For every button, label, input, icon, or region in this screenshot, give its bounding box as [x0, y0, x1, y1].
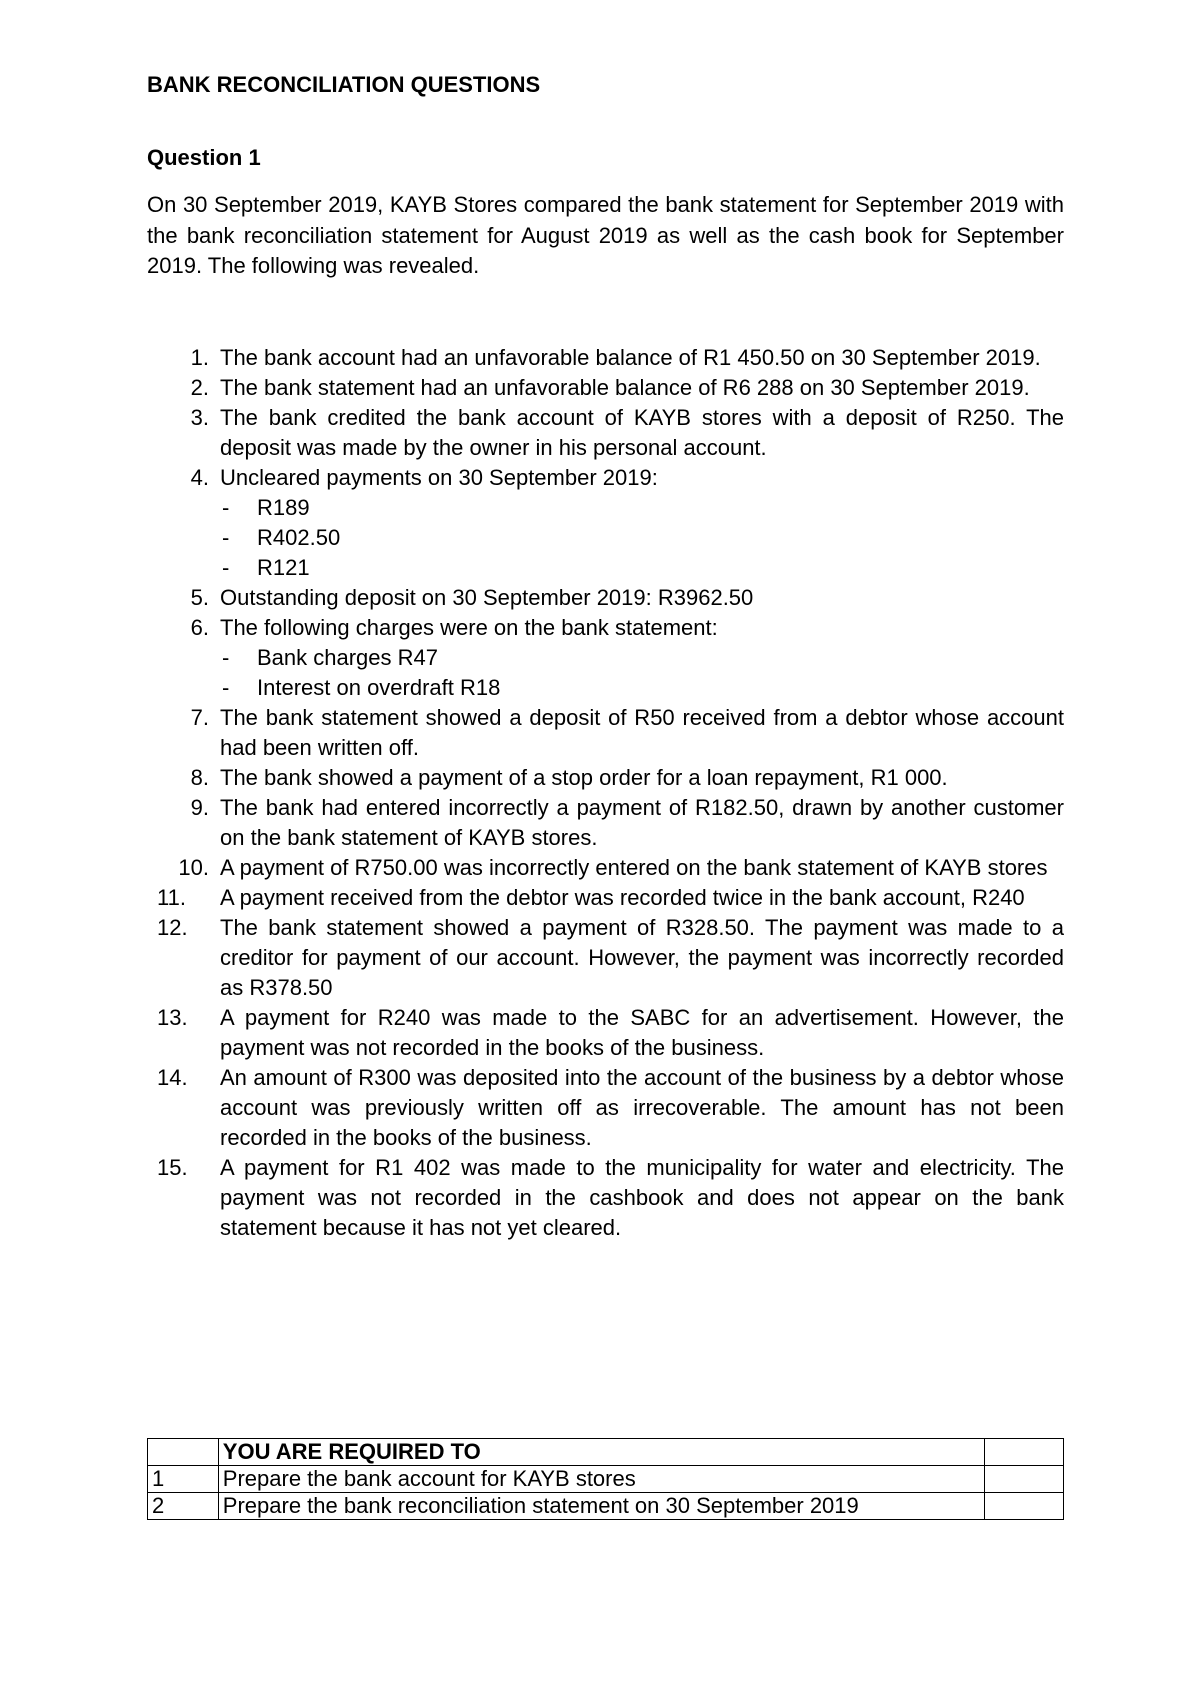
list-item-text: The bank statement showed a payment of R328.50. The payment was made to a creditor for payment of our account. However, the payment was incorrectly recorded as R378.50 — [220, 915, 1064, 1000]
table-cell — [985, 1439, 1064, 1466]
requirements-table — [147, 1438, 1064, 1520]
list-item-number: 1. — [190, 345, 209, 370]
list-item — [147, 763, 1064, 793]
document-title: BANK RECONCILIATION QUESTIONS — [147, 72, 541, 97]
table-row-number: 1 — [148, 1466, 219, 1493]
sub-list-item: - R189 — [220, 493, 1064, 523]
list-item-number: 4. — [190, 465, 209, 490]
list-item-number: 14. — [157, 1065, 188, 1090]
intro-paragraph: On 30 September 2019, KAYB Stores compared the bank statement for September 2019 with the bank reconciliation statement for August 2019 as well as the cash book for September 2019. The following was revealed. — [147, 192, 1064, 278]
list-item-text: The bank had entered incorrectly a payment of R182.50, drawn by another customer on the bank statement of KAYB stores. — [220, 795, 1064, 850]
list-item-number: 13. — [157, 1005, 188, 1030]
list-item-number: 11. — [157, 885, 186, 910]
table-row-task: Prepare the bank account for KAYB stores — [218, 1466, 984, 1493]
list-item-text: The bank showed a payment of a stop order for a loan repayment, R1 000. — [220, 765, 948, 790]
list-item-text: A payment for R1 402 was made to the municipality for water and electricity. The payment was not recorded in the cashbook and does not appear on the bank statement because it has not yet cleared. — [220, 1155, 1064, 1240]
list-item-text: Uncleared payments on 30 September 2019: — [220, 465, 658, 490]
list-item — [147, 463, 1064, 583]
list-item-text: The bank account had an unfavorable balance of R1 450.50 on 30 September 2019. — [220, 345, 1041, 370]
table-cell — [985, 1493, 1064, 1520]
list-item — [147, 1153, 1064, 1243]
table-header-label: YOU ARE REQUIRED TO — [218, 1439, 984, 1466]
list-item — [147, 1003, 1064, 1063]
list-item-text: A payment for R240 was made to the SABC for an advertisement. However, the payment was not recorded in the books of the business. — [220, 1005, 1064, 1060]
table-cell — [985, 1466, 1064, 1493]
list-item — [147, 883, 1064, 913]
list-item-number: 3. — [190, 405, 209, 430]
list-item — [147, 403, 1064, 463]
list-item-number: 6. — [190, 615, 209, 640]
list-item — [147, 1063, 1064, 1153]
list-item-text: The bank credited the bank account of KAYB stores with a deposit of R250. The deposit was made by the owner in his personal account. — [220, 405, 1064, 460]
sub-list-item: - R121 — [220, 553, 1064, 583]
question-items-list — [147, 343, 1064, 1243]
list-item-text: The bank statement showed a deposit of R50 received from a debtor whose account had been written off. — [220, 705, 1064, 760]
table-row — [148, 1466, 1064, 1493]
list-item-number: 15. — [157, 1155, 188, 1180]
list-item-text: Outstanding deposit on 30 September 2019: R3962.50 — [220, 585, 754, 610]
table-row-number: 2 — [148, 1493, 219, 1520]
sub-list-item: - Interest on overdraft R18 — [220, 673, 1064, 703]
list-item-number: 12. — [157, 915, 188, 940]
table-cell — [148, 1439, 219, 1466]
list-item-text: A payment received from the debtor was recorded twice in the bank account, R240 — [220, 885, 1025, 910]
sub-list — [220, 643, 1064, 703]
list-item — [147, 613, 1064, 703]
sub-list-item: - R402.50 — [220, 523, 1064, 553]
question-heading: Question 1 — [147, 145, 261, 170]
list-item — [147, 853, 1064, 883]
table-header-row — [148, 1439, 1064, 1466]
sub-list-item: - Bank charges R47 — [220, 643, 1064, 673]
list-item-number: 10. — [178, 855, 209, 880]
list-item-text: The following charges were on the bank statement: — [220, 615, 718, 640]
list-item-text: An amount of R300 was deposited into the account of the business by a debtor whose account was previously written off as irrecoverable. The amount has not been recorded in the books of the business. — [220, 1065, 1064, 1150]
list-item-number: 8. — [190, 765, 209, 790]
list-item-text: The bank statement had an unfavorable balance of R6 288 on 30 September 2019. — [220, 375, 1030, 400]
list-item — [147, 913, 1064, 1003]
list-item — [147, 583, 1064, 613]
list-item-number: 7. — [190, 705, 209, 730]
list-item — [147, 703, 1064, 763]
list-item-number: 2. — [190, 375, 209, 400]
list-item-number: 9. — [190, 795, 209, 820]
list-item — [147, 793, 1064, 853]
sub-list — [220, 493, 1064, 583]
list-item — [147, 373, 1064, 403]
table-row-task: Prepare the bank reconciliation statement on 30 September 2019 — [218, 1493, 984, 1520]
list-item-number: 5. — [190, 585, 209, 610]
list-item-text: A payment of R750.00 was incorrectly entered on the bank statement of KAYB stores — [220, 855, 1048, 880]
table-row — [148, 1493, 1064, 1520]
list-item — [147, 343, 1064, 373]
